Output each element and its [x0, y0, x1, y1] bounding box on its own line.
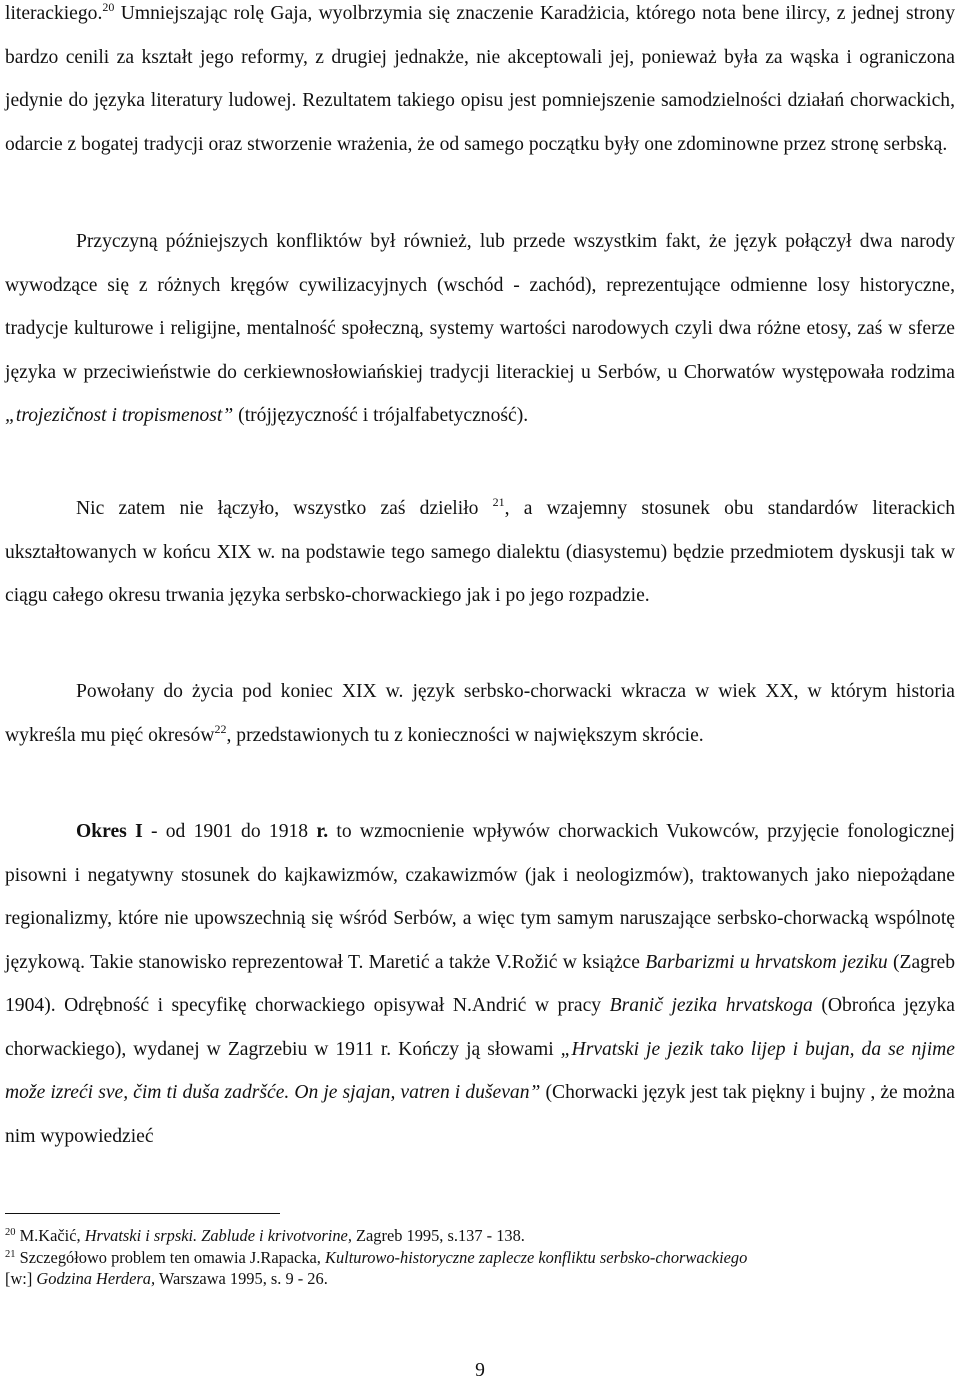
- footnote-text-a: [w:]: [5, 1269, 37, 1288]
- paragraph-1-text-b: Umniejszając rolę Gaja, wyolbrzymia się znaczenie Karadżicia, którego nota bene ilircy, z jednej strony bardzo cenili za kształt jego reformy, z drugiej jednakże, nie akceptowali jej, ponieważ była za wąska i ograniczona jedynie do języka literatury ludowej. Rezultatem takiego opisu jest pomniejszenie samodzielności działań chorwackich, odarcie z bogatej tradycji oraz stworzenie wrażenia, że od samego początku były one zdominowne przez stronę serbską.: [5, 3, 955, 155]
- paragraph-5: [5, 810, 955, 1158]
- paragraph-2-italic-term: „trojezičnost i tropismenost”: [5, 405, 234, 426]
- paragraph-2: [5, 220, 955, 438]
- paragraph-1-text-a: literackiego.: [5, 3, 103, 24]
- footnote-italic: Hrvatski i srpski. Zablude i krivotvorine,: [84, 1226, 352, 1245]
- paragraph-5-text-b: to wzmocnienie wpływów chorwackich Vukowców, przyjęcie fonologicznej pisowni i negatywny stosunek do kajkawizmów, czakawizmów (jak i neologizmów), traktowanych jako niepożądane regionalizmy, które nie upowszechnią się wśród Serbów, a więc tym samym naruszające serbsko-chorwacką wspólnotę językową. Takie stanowisko reprezentował T. Maretić a także V.Rožić w książce: [5, 821, 956, 973]
- footnotes: [5, 1225, 955, 1290]
- footnote-ref-20[interactable]: 20: [102, 0, 115, 14]
- paragraph-3: [5, 487, 955, 618]
- paragraph-2-text-b: (trójjęzyczność i trójalfabetyczność).: [233, 405, 529, 426]
- period-heading-suffix: r.: [316, 821, 329, 842]
- paragraph-4: [5, 670, 955, 757]
- footnote-ref-22[interactable]: 22: [214, 721, 227, 736]
- footnote-text-a: M.Kačić,: [15, 1226, 85, 1245]
- paragraph-5-text-e: (Chorwacki język jest tak piękny i bujny , że można nim wypowiedzieć: [5, 1082, 956, 1147]
- footnote-number: 21: [5, 1248, 16, 1260]
- footnote-number: 20: [5, 1227, 16, 1238]
- paragraph-4-text-b: , przedstawionych tu z konieczności w największym skrócie.: [226, 724, 704, 746]
- quote-italic: „Hrvatski je jezik tako lijep i bujan, da se njime može izreći sve, čim ti duša zadršće. On je sjajan, vatren i duševan”: [5, 1038, 955, 1103]
- paragraph-4-text-a: Powołany do życia pod koniec XIX w. język serbsko-chorwacki wkracza w wiek XX, w którym historia wykreśla mu pięć okresów: [5, 681, 955, 746]
- paragraph-5-text-a: - od 1901 do 1918: [142, 821, 317, 842]
- paragraph-3-text-a: Nic zatem nie łączyło, wszystko zaś dzieliło: [76, 498, 493, 519]
- footnote-italic: Kulturowo-historyczne zaplecze konfliktu serbsko-chorwackiego: [325, 1247, 748, 1267]
- footnote-divider: [5, 1213, 280, 1214]
- paragraph-5-text-c: (Zagreb 1904). Odrębność i specyfikę chorwackiego opisywał N.Andrić w pracy: [5, 951, 955, 1016]
- paragraph-1: [5, 0, 955, 166]
- footnote-text-b: Warszawa 1995, s. 9 - 26.: [155, 1269, 328, 1288]
- footnote-text-b: Zagreb 1995, s.137 - 138.: [351, 1226, 525, 1245]
- book-title-branic: Branič jezika hrvatskoga: [609, 995, 813, 1016]
- document-page: [5, 0, 955, 1388]
- footnote-italic: Godzina Herdera,: [36, 1269, 156, 1288]
- footnote-ref-21[interactable]: 21: [492, 495, 505, 509]
- footnote-21: [5, 1247, 955, 1269]
- footnote-text-a: Szczegółowo problem ten omawia J.Rapacka,: [15, 1247, 326, 1267]
- book-title-barbarizmi: Barbarizmi u hrvatskom jeziku: [645, 951, 888, 973]
- page-number: 9: [475, 1360, 485, 1381]
- footnote-20: [5, 1225, 955, 1247]
- footnote-21-continued: [5, 1268, 955, 1290]
- paragraph-3-text-b: , a wzajemny stosunek obu standardów literackich ukształtowanych w końcu XIX w. na podstawie tego samego dialektu (diasystemu) będzie przedmiotem dyskusji tak w ciągu całego okresu trwania języka serbsko-chorwackiego jak i po jego rozpadzie.: [5, 498, 955, 606]
- paragraph-2-text-a: Przyczyną późniejszych konfliktów był również, lub przede wszystkim fakt, że język połączył dwa narody wywodzące się z różnych kręgów cywilizacyjnych (wschód - zachód), reprezentujące odmienne losy historyczne, tradycje kulturowe i religijne, mentalność społeczną, systemy wartości narodowych czyli dwa różne etosy, zaś w sferze języka w przeciwieństwie do cerkiewnosłowiańskiej tradycji literackiej u Serbów, u Chorwatów występowała rodzima: [5, 231, 955, 383]
- period-heading: Okres I: [76, 821, 143, 842]
- paragraph-5-text-d: (Obrońca języka chorwackiego), wydanej w Zagrzebiu w 1911 r. Kończy ją słowami: [5, 995, 955, 1060]
